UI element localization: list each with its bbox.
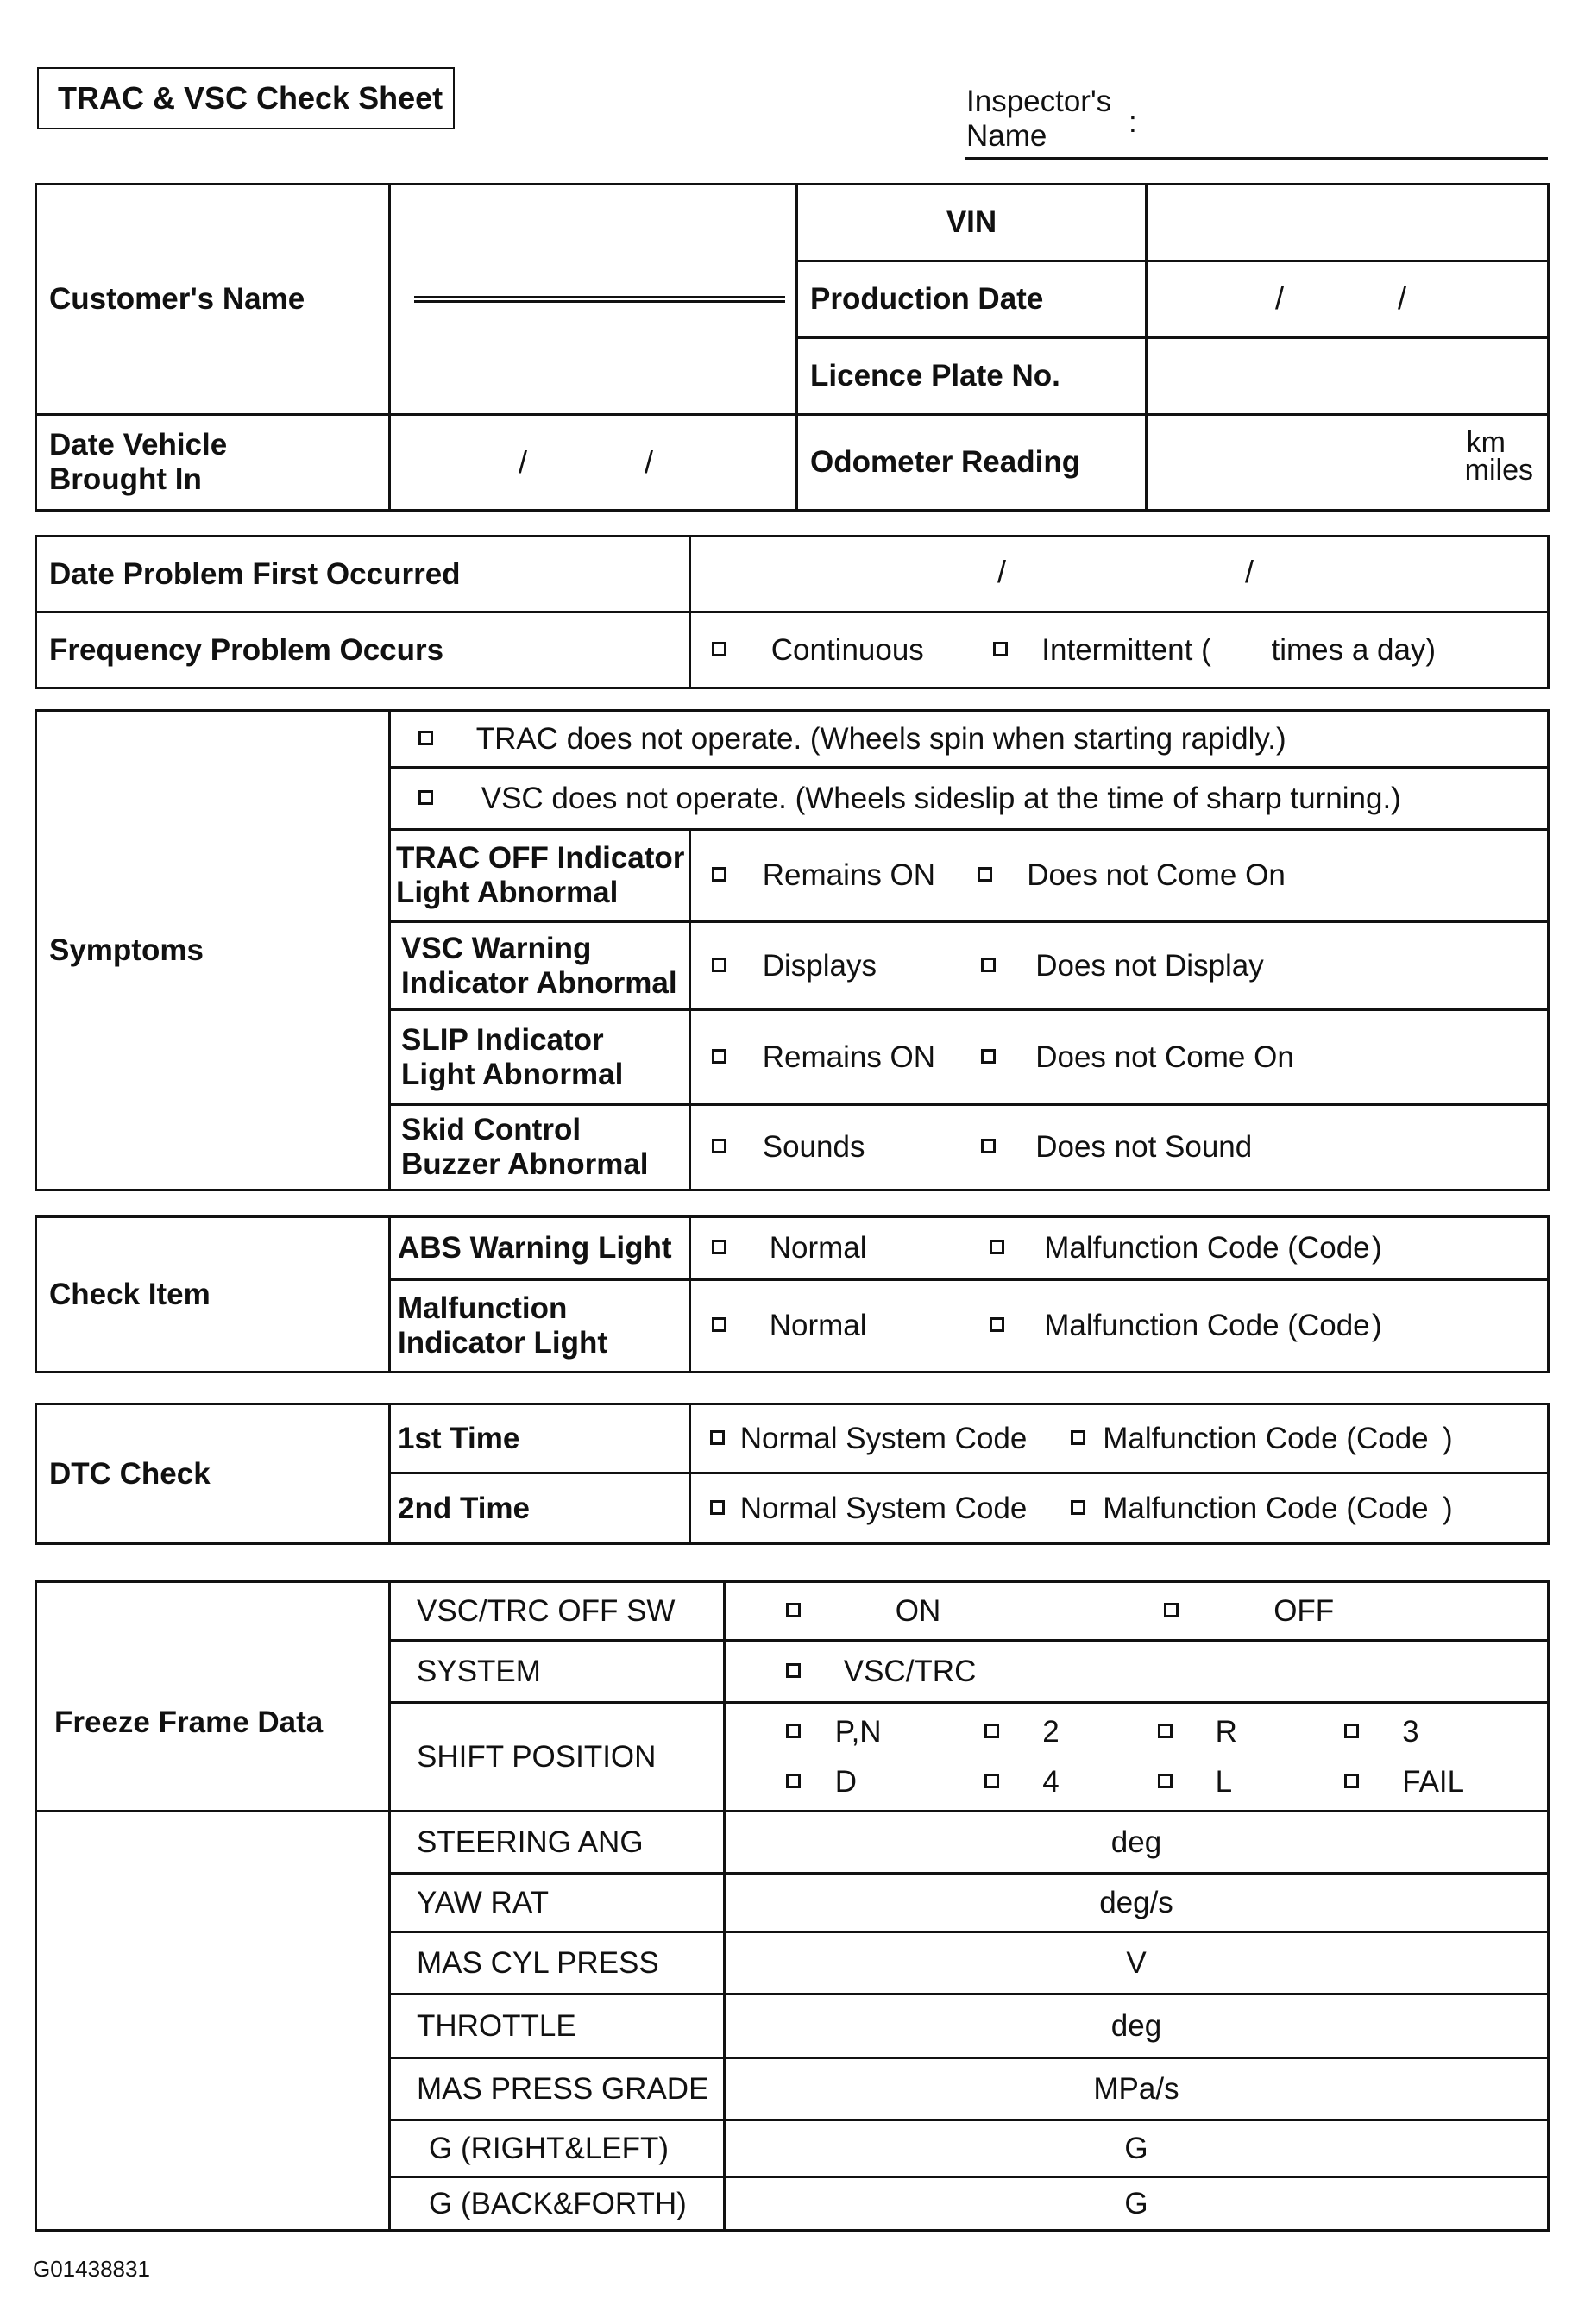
sw-on-label: ON	[895, 1593, 941, 1628]
does-not-come-on-label: Does not Come On	[1027, 858, 1286, 892]
row-label-line1: Skid Control	[401, 1113, 582, 1146]
date-slash: /	[1275, 280, 1285, 316]
mas-cyl-press-label: MAS CYL PRESS	[390, 1932, 725, 1994]
malfunction-indicator-light-label	[390, 1280, 690, 1372]
shift-4-label: 4	[1042, 1764, 1060, 1799]
shift-2-checkbox[interactable]	[984, 1724, 999, 1738]
shift-fail-label: FAIL	[1402, 1764, 1465, 1799]
yaw-rat-label: YAW RAT	[390, 1874, 725, 1932]
close-paren: )	[1442, 1491, 1453, 1525]
system-options	[725, 1641, 1549, 1703]
symptoms-label: Symptoms	[36, 711, 390, 1190]
system-label: SYSTEM	[390, 1641, 725, 1703]
g-right-left-unit[interactable]: G	[725, 2120, 1549, 2177]
shift-2-label: 2	[1042, 1714, 1060, 1749]
malfunction-code-checkbox[interactable]	[990, 1317, 1004, 1332]
does-not-sound-checkbox[interactable]	[981, 1139, 996, 1153]
remains-on-label: Remains ON	[762, 1040, 936, 1074]
shift-row-2	[786, 1757, 1547, 1807]
throttle-label: THROTTLE	[390, 1994, 725, 2058]
normal-label: Normal	[769, 1231, 867, 1265]
continuous-label: Continuous	[770, 632, 924, 667]
check-item-label: Check Item	[36, 1217, 390, 1372]
abs-warning-light-label: ABS Warning Light	[390, 1217, 690, 1280]
odometer-field[interactable]	[1147, 415, 1549, 511]
date-slash: /	[997, 554, 1007, 589]
inspector-name-field[interactable]	[965, 157, 1548, 160]
does-not-come-on-checkbox[interactable]	[978, 867, 992, 882]
licence-plate-field[interactable]	[1147, 338, 1549, 415]
yaw-rat-unit[interactable]: deg/s	[725, 1874, 1549, 1932]
inspector-colon: :	[1129, 105, 1137, 139]
shift-3-label: 3	[1402, 1714, 1419, 1749]
date-vehicle-line1: Date Vehicle	[49, 428, 228, 462]
customer-table	[35, 183, 1550, 512]
remains-on-label: Remains ON	[762, 858, 936, 892]
vsc-trc-off-sw-label: VSC/TRC OFF SW	[390, 1582, 725, 1641]
figure-id: G01438831	[33, 2256, 150, 2282]
shift-pn-checkbox[interactable]	[786, 1724, 801, 1738]
mas-cyl-press-unit[interactable]: V	[725, 1932, 1549, 1994]
close-paren: )	[1371, 1309, 1382, 1342]
first-time-options	[690, 1404, 1549, 1473]
sw-off-checkbox[interactable]	[1164, 1603, 1179, 1617]
frequency-label: Frequency Problem Occurs	[36, 612, 690, 688]
row-label-line1: Malfunction	[398, 1291, 568, 1325]
continuous-checkbox[interactable]	[712, 642, 726, 656]
row-label-line2: Light Abnormal	[401, 1057, 624, 1091]
normal-label: Normal	[769, 1309, 867, 1342]
inspector-label-line2: Name	[966, 119, 1047, 153]
second-time-label: 2nd Time	[390, 1473, 690, 1544]
malfunction-code-checkbox[interactable]	[1071, 1500, 1085, 1515]
date-vehicle-brought-in-field[interactable]	[390, 415, 797, 511]
vsc-warning-options	[690, 922, 1549, 1010]
production-date-label: Production Date	[797, 261, 1147, 338]
remains-on-checkbox[interactable]	[712, 867, 726, 882]
freeze-frame-label: Freeze Frame Data	[36, 1582, 390, 1812]
shift-d-label: D	[834, 1764, 858, 1799]
freeze-frame-label-spacer	[36, 1812, 390, 2231]
customers-name-label: Customer's Name	[36, 185, 390, 415]
shift-d-checkbox[interactable]	[786, 1774, 801, 1788]
freeze-frame-table	[35, 1580, 1550, 2232]
shift-position-label: SHIFT POSITION	[390, 1703, 725, 1812]
steering-ang-unit[interactable]: deg	[725, 1812, 1549, 1874]
skid-control-buzzer-label	[390, 1105, 690, 1190]
malfunction-code-label: Malfunction Code (Code	[1044, 1309, 1370, 1342]
shift-l-checkbox[interactable]	[1158, 1774, 1173, 1788]
mil-options	[690, 1280, 1549, 1372]
does-not-come-on-checkbox[interactable]	[981, 1049, 996, 1064]
mas-press-grade-unit[interactable]: MPa/s	[725, 2058, 1549, 2120]
malfunction-code-label: Malfunction Code (Code	[1103, 1491, 1429, 1525]
intermittent-checkbox[interactable]	[993, 642, 1008, 656]
date-vehicle-line2: Brought In	[49, 462, 202, 496]
odometer-label: Odometer Reading	[797, 415, 1147, 511]
vsc-trc-checkbox[interactable]	[786, 1663, 801, 1678]
occurrence-table	[35, 535, 1550, 689]
trac-not-operate-option	[390, 711, 1549, 768]
close-paren: )	[1442, 1421, 1453, 1455]
customers-name-field[interactable]	[390, 185, 797, 415]
slip-indicator-options	[690, 1010, 1549, 1105]
throttle-unit[interactable]: deg	[725, 1994, 1549, 2058]
unit-miles: miles	[1464, 454, 1533, 487]
skid-control-buzzer-options	[690, 1105, 1549, 1190]
date-slash: /	[1245, 554, 1254, 589]
shift-3-checkbox[interactable]	[1344, 1724, 1359, 1738]
normal-system-code-checkbox[interactable]	[710, 1500, 725, 1515]
does-not-display-checkbox[interactable]	[981, 958, 996, 972]
sw-off-label: OFF	[1273, 1593, 1335, 1628]
vsc-not-operate-label: VSC does not operate. (Wheels sideslip at the time of sharp turning.)	[481, 781, 1401, 815]
normal-system-code-checkbox[interactable]	[710, 1430, 725, 1445]
remains-on-checkbox[interactable]	[712, 1049, 726, 1064]
vsc-not-operate-option	[390, 768, 1549, 830]
shift-4-checkbox[interactable]	[984, 1774, 999, 1788]
production-date-field[interactable]	[1147, 261, 1549, 338]
mas-press-grade-label: MAS PRESS GRADE	[390, 2058, 725, 2120]
does-not-come-on-label: Does not Come On	[1035, 1040, 1294, 1074]
row-label-line2: Buzzer Abnormal	[401, 1147, 649, 1181]
trac-off-indicator-options	[690, 830, 1549, 922]
normal-checkbox[interactable]	[712, 1240, 726, 1254]
row-label-line1: VSC Warning	[401, 931, 592, 965]
does-not-display-label: Does not Display	[1035, 948, 1264, 983]
vin-label: VIN	[797, 185, 1147, 261]
second-time-options	[690, 1473, 1549, 1544]
displays-label: Displays	[762, 948, 877, 983]
shift-r-label: R	[1215, 1714, 1237, 1749]
vsc-trc-off-sw-options	[725, 1582, 1549, 1641]
normal-system-code-label: Normal System Code	[739, 1491, 1028, 1525]
check-item-table	[35, 1215, 1550, 1373]
g-right-left-label: G (RIGHT&LEFT)	[390, 2120, 725, 2177]
date-vehicle-brought-in-label	[36, 415, 390, 511]
first-time-label: 1st Time	[390, 1404, 690, 1473]
date-slash: /	[1398, 280, 1407, 316]
shift-position-options	[725, 1703, 1549, 1812]
row-label-line2: Indicator Abnormal	[401, 965, 677, 1000]
g-back-forth-unit[interactable]: G	[725, 2177, 1549, 2231]
slip-indicator-label	[390, 1010, 690, 1105]
date-slash: /	[645, 444, 654, 480]
sheet-title: TRAC & VSC Check Sheet	[37, 67, 455, 129]
licence-plate-label: Licence Plate No.	[797, 338, 1147, 415]
vsc-not-operate-checkbox[interactable]	[418, 790, 433, 805]
vsc-trc-label: VSC/TRC	[843, 1654, 977, 1688]
vin-field[interactable]	[1147, 185, 1549, 261]
unit-km: km	[1466, 426, 1506, 459]
steering-ang-label: STEERING ANG	[390, 1812, 725, 1874]
normal-checkbox[interactable]	[712, 1317, 726, 1332]
shift-l-label: L	[1215, 1764, 1233, 1799]
malfunction-code-checkbox[interactable]	[990, 1240, 1004, 1254]
shift-fail-checkbox[interactable]	[1344, 1774, 1359, 1788]
malfunction-code-label: Malfunction Code (Code	[1044, 1231, 1370, 1265]
date-slash: /	[519, 444, 528, 480]
symptoms-table	[35, 709, 1550, 1191]
g-back-forth-label: G (BACK&FORTH)	[390, 2177, 725, 2231]
trac-not-operate-checkbox[interactable]	[418, 731, 433, 745]
normal-system-code-label: Normal System Code	[739, 1421, 1028, 1455]
inspector-name-label	[966, 85, 1111, 154]
inspector-label-line1: Inspector's	[966, 85, 1112, 118]
row-label-line2: Light Abnormal	[396, 876, 619, 909]
malfunction-code-checkbox[interactable]	[1071, 1430, 1085, 1445]
frequency-options	[690, 612, 1549, 688]
vsc-warning-indicator-label	[390, 922, 690, 1010]
sw-on-checkbox[interactable]	[786, 1603, 801, 1617]
date-first-occurred-field[interactable]	[690, 537, 1549, 612]
sounds-checkbox[interactable]	[712, 1139, 726, 1153]
shift-r-checkbox[interactable]	[1158, 1724, 1173, 1738]
double-line	[414, 296, 785, 303]
trac-off-indicator-label	[390, 830, 690, 922]
shift-pn-label: P,N	[834, 1714, 882, 1749]
sounds-label: Sounds	[762, 1130, 865, 1164]
trac-not-operate-label: TRAC does not operate. (Wheels spin when starting rapidly.)	[475, 721, 1286, 756]
close-paren: )	[1371, 1231, 1382, 1265]
row-label-line2: Indicator Light	[398, 1326, 608, 1360]
displays-checkbox[interactable]	[712, 958, 726, 972]
date-first-occurred-label: Date Problem First Occurred	[36, 537, 690, 612]
dtc-check-table	[35, 1403, 1550, 1545]
dtc-check-label: DTC Check	[36, 1404, 390, 1544]
times-a-day-label: times a day)	[1271, 632, 1437, 667]
shift-row-1	[786, 1707, 1547, 1757]
intermittent-label: Intermittent (	[1041, 632, 1211, 667]
does-not-sound-label: Does not Sound	[1035, 1130, 1253, 1164]
row-label-line1: TRAC OFF Indicator	[396, 841, 685, 875]
abs-warning-options	[690, 1217, 1549, 1280]
malfunction-code-label: Malfunction Code (Code	[1103, 1421, 1429, 1455]
row-label-line1: SLIP Indicator	[401, 1022, 604, 1057]
